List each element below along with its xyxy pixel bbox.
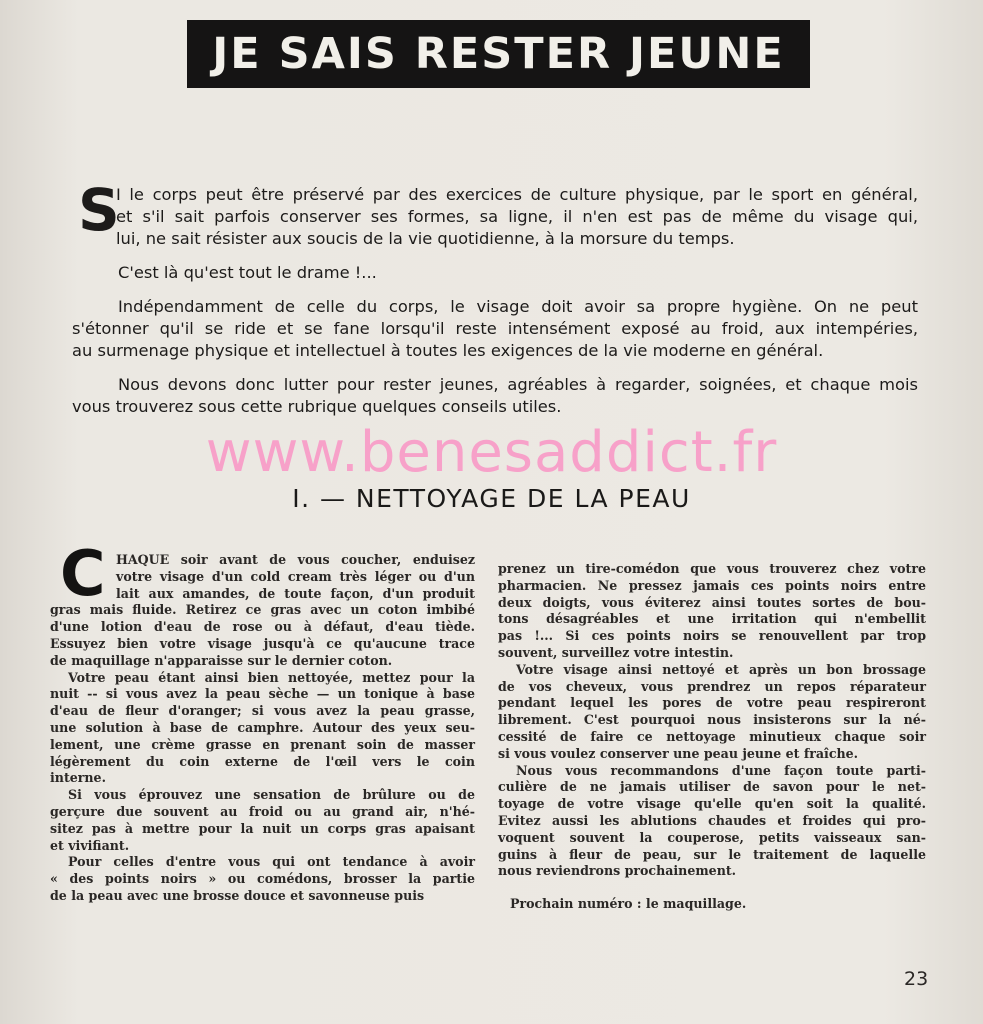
text-line: nuit -- si vous avez la peau sèche — un tonique à base <box>50 686 475 702</box>
text-line: interne. <box>50 770 106 786</box>
paragraph <box>72 176 918 250</box>
text-line: prenez un tire-comédon que vous trouverez chez votre <box>498 561 926 576</box>
text-line: pas !... Si ces points noirs se renouvellent par trop <box>498 628 926 644</box>
intro-text <box>72 176 918 430</box>
text-line: Pour celles d'entre vous qui ont tendance à avoir <box>68 854 475 870</box>
text-line: nous reviendrons prochainement. <box>498 863 737 879</box>
text-line: lait aux amandes, de toute façon, d'un produit <box>116 585 475 601</box>
text-line: Indépendamment de celle du corps, le visage doit avoir sa propre hygiène. On ne peut <box>118 297 918 316</box>
text-line: Votre peau étant ainsi bien nettoyée, mettez pour la <box>68 669 475 685</box>
section-heading: I. — NETTOYAGE DE LA PEAU <box>292 484 691 513</box>
text-line: deux doigts, vous éviterez ainsi toutes sortes de bou- <box>498 594 926 610</box>
paragraph <box>498 763 926 881</box>
watermark: www.benesaddict.fr <box>205 420 778 485</box>
text-line: gras mais fluide. Retirez ce gras avec un coton imbibé <box>50 602 475 618</box>
text-line: Nous devons donc lutter pour rester jeunes, agréables à regarder, soignées, et chaque mois <box>118 375 918 394</box>
text-line: culière de ne jamais utiliser de savon pour le net- <box>498 779 926 795</box>
page-title: JE SAIS RESTER JEUNE <box>212 29 785 79</box>
paragraph <box>50 787 475 854</box>
text-line: si vous voulez conserver une peau jeune et fraîche. <box>498 745 859 761</box>
text-line: lui, ne sait résister aux soucis de la vie quotidienne, à la morsure du temps. <box>116 229 735 248</box>
paragraph <box>50 670 475 788</box>
paragraph <box>498 662 926 763</box>
text-line: « des points noirs » ou comédons, brosser la partie <box>50 871 475 887</box>
text-line: vous trouverez sous cette rubrique quelques conseils utiles. <box>72 397 562 416</box>
text-line: de maquillage n'apparaisse sur le dernier coton. <box>50 652 393 668</box>
drop-cap-c: C <box>60 537 106 610</box>
text-line: d'eau de fleur d'oranger; si vous avez la peau grasse, <box>50 703 475 719</box>
paragraph <box>72 296 918 362</box>
paragraph <box>72 374 918 418</box>
article-column-right <box>498 561 926 913</box>
text-line: votre visage d'un cold cream très léger ou d'un <box>116 568 475 584</box>
text-line: HAQUE soir avant de vous coucher, enduisez <box>116 552 475 567</box>
text-line: gerçure due souvent au froid ou au grand air, n'hé- <box>50 803 475 819</box>
text-line: pendant lequel les pores de votre peau respireront <box>498 695 926 711</box>
paragraph <box>50 854 475 904</box>
text-line: I le corps peut être préservé par des exercices de culture physique, par le sport en général, <box>116 185 918 204</box>
text-line: Nous vous recommandons d'une façon toute parti- <box>516 762 926 778</box>
text-line: une solution à base de camphre. Autour des yeux seu- <box>50 719 475 735</box>
title-banner <box>187 20 810 88</box>
text-line: guins à fleur de peau, sur le traitement de laquelle <box>498 846 926 862</box>
text-line: Votre visage ainsi nettoyé et après un bon brossage <box>516 661 926 677</box>
text-line: et s'il sait parfois conserver ses formes, sa ligne, il n'en est pas de même du visage qui, <box>116 207 918 226</box>
text-line: cessité de faire ce nettoyage minutieux chaque soir <box>498 728 926 744</box>
text-line: et vivifiant. <box>50 837 130 853</box>
text-line: C'est là qu'est tout le drame !... <box>118 263 377 282</box>
text-line: légèrement du coin externe de l'œil vers le coin <box>50 753 475 769</box>
text-line: toyage de votre visage qu'elle qu'en soit la qualité. <box>498 796 926 812</box>
text-line: Si vous éprouvez une sensation de brûlure ou de <box>68 787 475 803</box>
text-line: de vos cheveux, vous prendrez un repos réparateur <box>498 678 926 694</box>
text-line: Essuyez bien votre visage jusqu'à ce qu'aucune trace <box>50 635 475 651</box>
paragraph <box>50 552 475 670</box>
text-line: sitez pas à mettre pour la nuit un corps gras apaisant <box>50 820 475 836</box>
paragraph <box>72 262 918 284</box>
text-line: au surmenage physique et intellectuel à toutes les exigences de la vie moderne en général. <box>72 341 824 360</box>
text-line: de la peau avec une brosse douce et savonneuse puis <box>50 887 425 903</box>
text-line: d'une lotion d'eau de rose ou à défaut, d'eau tiède. <box>50 619 475 635</box>
text-line: librement. C'est pourquoi nous insisterons sur la né- <box>498 712 926 728</box>
text-line: Evitez aussi les ablutions chaudes et froides qui pro- <box>498 812 926 828</box>
paragraph <box>498 561 926 662</box>
drop-cap-s: S <box>78 176 120 244</box>
text-line: s'étonner qu'il se ride et se fane lorsqu'il reste intensément exposé au froid, aux intempéries, <box>72 319 918 338</box>
text-line: pharmacien. Ne pressez jamais ces points noirs entre <box>498 577 926 593</box>
next-issue-note: Prochain numéro : le maquillage. <box>510 896 747 912</box>
text-line: voquent souvent la couperose, petits vaisseaux san- <box>498 829 926 845</box>
text-line: souvent, surveillez votre intestin. <box>498 644 734 660</box>
page-number: 23 <box>904 968 929 990</box>
text-line: lement, une crème grasse en prenant soin de masser <box>50 736 475 752</box>
article-column-left <box>50 537 475 905</box>
text-line: tons désagréables et une irritation qui n'embellit <box>498 611 926 627</box>
